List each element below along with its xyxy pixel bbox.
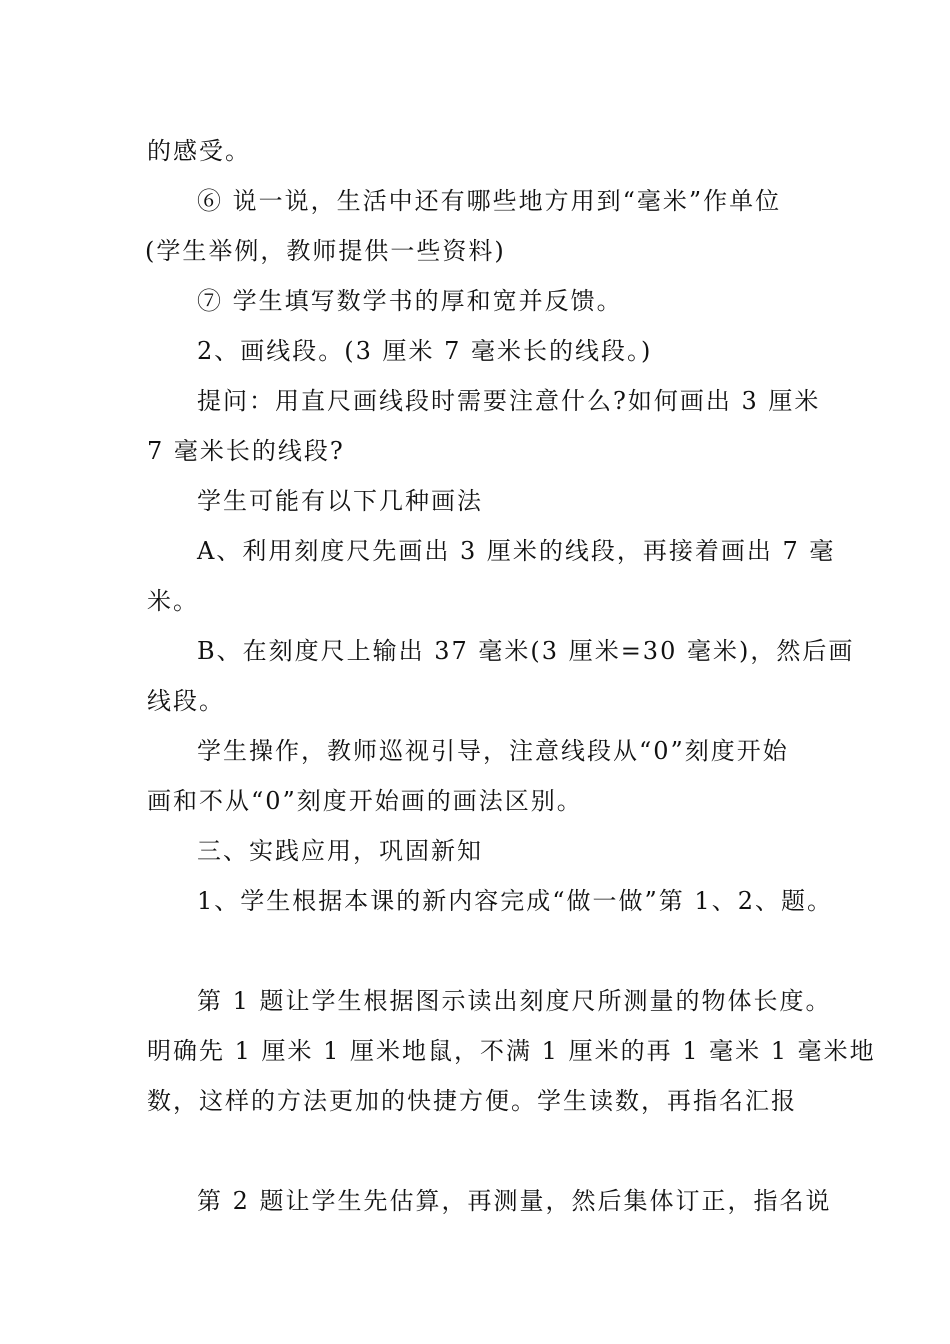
text-line: 三、实践应用，巩固新知 <box>197 837 483 865</box>
text-line: 第 2 题让学生先估算，再测量，然后集体订正，指名说 <box>197 1187 832 1215</box>
text-line: 线段。 <box>147 687 225 715</box>
text-line: 第 1 题让学生根据图示读出刻度尺所测量的物体长度。 <box>197 987 832 1015</box>
text-line: A、利用刻度尺先画出 3 厘米的线段，再接着画出 7 毫 <box>197 537 836 565</box>
text-line: B、在刻度尺上输出 37 毫米(3 厘米=30 毫米)，然后画 <box>197 637 855 665</box>
text-line: ⑦ 学生填写数学书的厚和宽并反馈。 <box>197 287 623 315</box>
text-line: 明确先 1 厘米 1 厘米地鼠，不满 1 厘米的再 1 毫米 1 毫米地 <box>147 1037 876 1065</box>
text-line: 米。 <box>147 587 199 615</box>
text-line: 学生操作，教师巡视引导，注意线段从“0”刻度开始 <box>197 737 789 765</box>
text-line: 2、画线段。(3 厘米 7 毫米长的线段。) <box>197 337 653 365</box>
text-line: ⑥ 说一说，生活中还有哪些地方用到“毫米”作单位 <box>197 187 782 215</box>
text-line: 画和不从“0”刻度开始画的画法区别。 <box>147 787 583 815</box>
text-line: 学生可能有以下几种画法 <box>197 487 483 515</box>
text-line: 提问：用直尺画线段时需要注意什么?如何画出 3 厘米 <box>197 387 821 415</box>
text-line: 数，这样的方法更加的快捷方便。学生读数，再指名汇报 <box>147 1087 797 1115</box>
text-line: 1、学生根据本课的新内容完成“做一做”第 1、2、题。 <box>197 887 833 915</box>
text-line: 的感受。 <box>147 137 251 165</box>
text-line: (学生举例，教师提供一些资料) <box>145 237 506 265</box>
text-line: 7 毫米长的线段? <box>147 437 345 465</box>
